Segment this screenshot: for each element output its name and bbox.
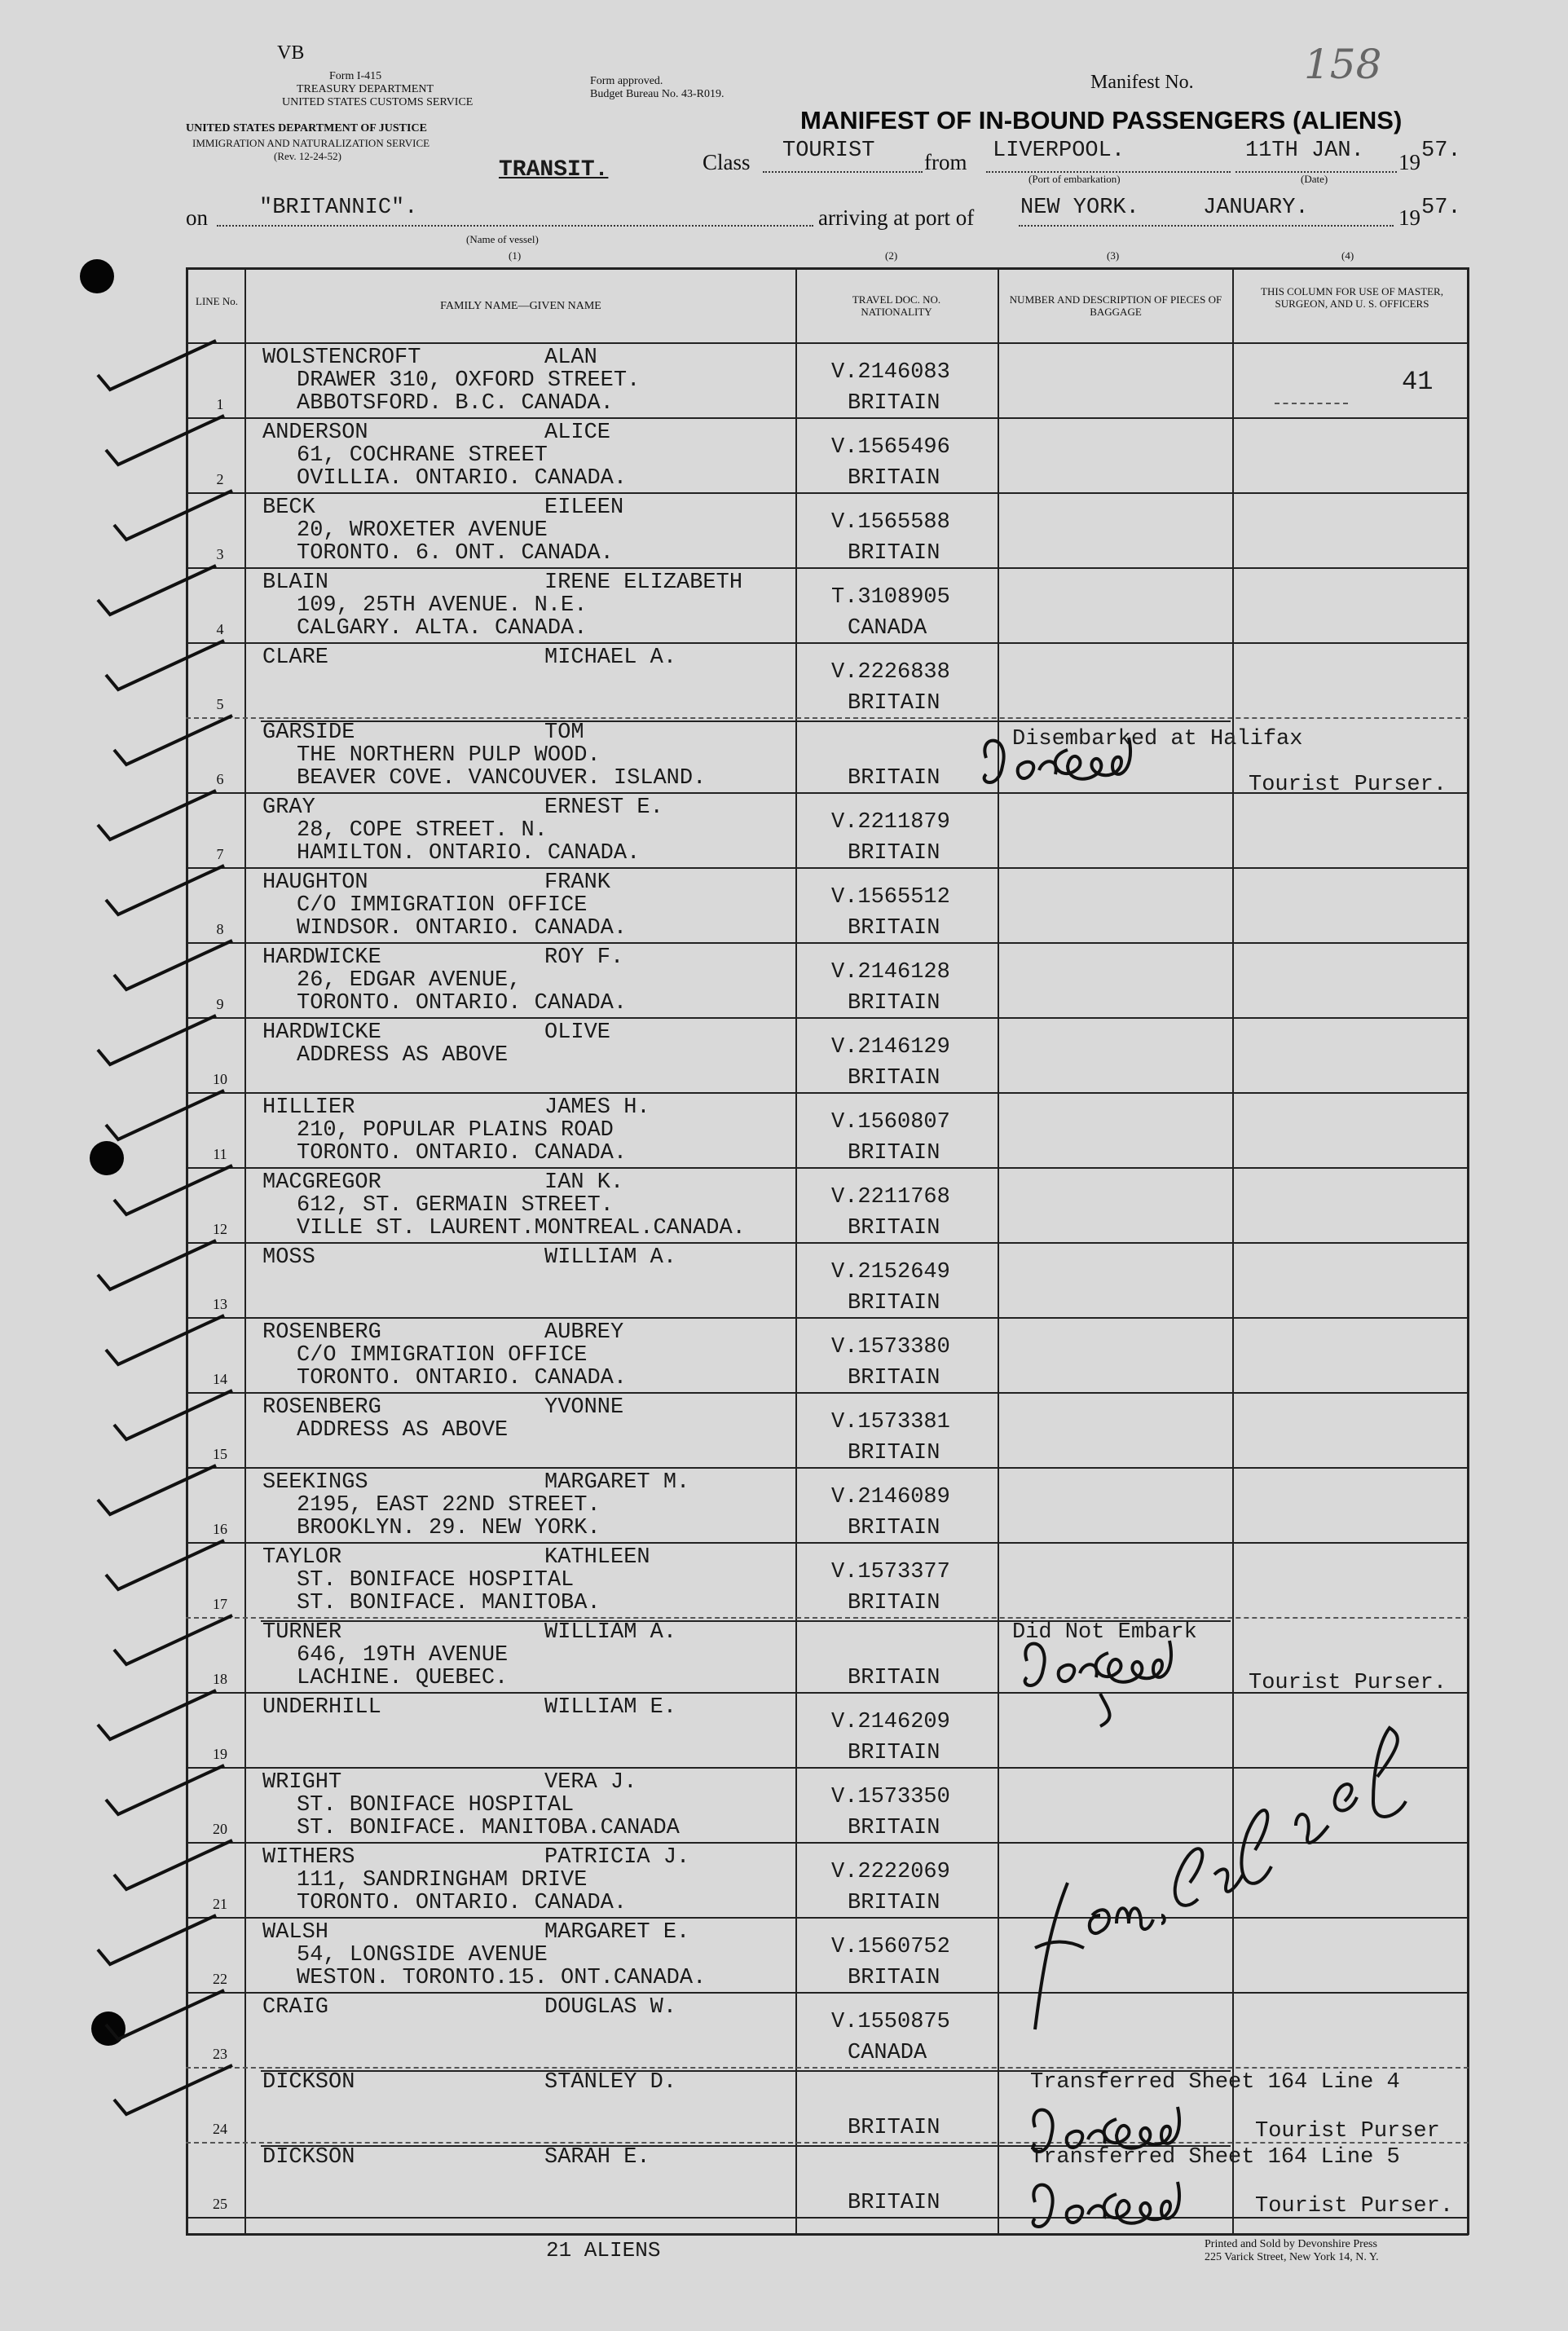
family-name: SEEKINGS [262,1470,368,1495]
travel-doc-number: V.2152649 [831,1260,950,1284]
nationality: BRITAIN [848,766,940,791]
arrival-year-prefix: 19 [1398,205,1420,230]
nationality: BRITAIN [848,1816,940,1840]
address-line-1: DRAWER 310, OXFORD STREET. [297,368,641,393]
port-caption: (Port of embarkation) [1028,173,1121,185]
given-name: IRENE ELIZABETH [544,571,743,595]
manifest-no-label: Manifest No. [1090,72,1194,93]
travel-doc-number: V.1565512 [831,885,950,910]
col-num-2: (2) [885,249,898,262]
family-name: BECK [262,496,315,520]
ins: IMMIGRATION AND NATURALIZATION SERVICE [192,137,430,149]
check-mark [106,416,224,465]
line-number: 7 [216,846,224,862]
address-line-2: ST. BONIFACE. MANITOBA.CANADA [297,1816,680,1840]
address-line-1: 111, SANDRINGHAM DRIVE [297,1868,588,1893]
revision: (Rev. 12-24-52) [274,150,341,162]
given-name: VERA J. [544,1770,637,1795]
total-aliens: 21 ALIENS [546,2238,661,2263]
nationality: BRITAIN [848,841,940,866]
travel-doc-number: V.1573377 [831,1560,950,1584]
check-mark [106,1091,224,1139]
check-mark [114,1615,232,1664]
col-travel-header: TRAVEL DOC. NO. NATIONALITY [852,293,941,318]
nationality: BRITAIN [848,1366,940,1390]
family-name: GARSIDE [262,720,355,745]
address-line-2: HAMILTON. ONTARIO. CANADA. [297,841,641,866]
class-value: TOURIST [782,139,875,163]
nationality: BRITAIN [848,991,940,1016]
note-did-not-embark: Did Not Embark [1012,1620,1197,1645]
form-code: VB [277,42,305,64]
given-name: MARGARET E. [544,1920,690,1945]
family-name: WALSH [262,1920,329,1945]
check-mark [106,641,224,690]
travel-doc-number: V.2211768 [831,1185,950,1210]
address-line-2: OVILLIA. ONTARIO. CANADA. [297,466,628,491]
travel-doc-number: V.1565496 [831,435,950,460]
note-disembarked: Disembarked at Halifax [1012,727,1303,751]
nationality: CANADA [848,2041,927,2065]
line-number: 18 [213,1671,227,1687]
line-number: 17 [213,1596,227,1612]
printer-line-1: Printed and Sold by Devonshire Press [1205,2238,1377,2250]
travel-doc-number: V.2146209 [831,1710,950,1734]
given-name: WILLIAM A. [544,1245,677,1270]
travel-doc-number: T.3108905 [831,585,950,610]
col-baggage-header: NUMBER AND DESCRIPTION OF PIECES OF BAGGAGE [1009,293,1222,318]
line-number: 6 [216,771,224,787]
given-name: YVONNE [544,1395,624,1420]
family-name: CRAIG [262,1995,329,2020]
class-label: Class [703,150,751,174]
given-name: OLIVE [544,1020,611,1045]
travel-doc-number: V.2146129 [831,1035,950,1060]
address-line-1: 20, WROXETER AVENUE [297,518,548,543]
nationality: BRITAIN [848,1141,940,1166]
given-name: STANLEY D. [544,2070,677,2095]
travel-doc-number: V.2211879 [831,810,950,835]
from-label: from [924,150,967,174]
travel-doc-number: V.2226838 [831,660,950,685]
family-name: MOSS [262,1245,315,1270]
check-mark [114,1840,232,1889]
family-name: ROSENBERG [262,1320,381,1345]
family-name: WITHERS [262,1845,355,1870]
address-line-1: 61, COCHRANE STREET [297,443,548,468]
nationality: BRITAIN [848,916,940,941]
line-number: 1 [216,396,224,412]
given-name: DOUGLAS W. [544,1995,677,2020]
check-mark [98,1016,216,1064]
check-mark [114,1390,232,1439]
given-name: WILLIAM E. [544,1695,677,1720]
family-name: HILLIER [262,1095,355,1120]
address-line-2: ST. BONIFACE. MANITOBA. [297,1591,601,1615]
line-number: 14 [213,1371,227,1387]
line-number: 16 [213,1521,227,1537]
travel-doc-number: V.2146083 [831,360,950,385]
family-name: CLARE [262,646,329,670]
arrival-year-suffix: 57. [1421,196,1461,220]
given-name: IAN K. [544,1170,624,1195]
checkmarks [81,326,269,2135]
line-number: 11 [213,1146,227,1162]
family-name: HARDWICKE [262,1020,381,1045]
family-name: UNDERHILL [262,1695,381,1720]
travel-doc-number: V.1565588 [831,510,950,535]
given-name: ALICE [544,421,611,445]
line-number: 2 [216,471,224,487]
check-mark [114,491,232,540]
travel-doc-number: V.2146128 [831,960,950,985]
punch-hole [80,259,114,293]
line-number: 22 [213,1971,227,1987]
address-line-1: 210, POPULAR PLAINS ROAD [297,1118,614,1143]
nationality: BRITAIN [848,1666,940,1690]
address-line-1: C/O IMMIGRATION OFFICE [297,893,588,918]
family-name: DICKSON [262,2070,355,2095]
address-line-1: C/O IMMIGRATION OFFICE [297,1343,588,1368]
col-officers-header: THIS COLUMN FOR USE OF MASTER, SURGEON, AND U. S. OFFICERS [1261,285,1443,310]
col-line-header: LINE No. [196,295,238,307]
check-mark [98,1465,216,1514]
line-number: 10 [213,1071,227,1087]
nationality: BRITAIN [848,1216,940,1240]
nationality: BRITAIN [848,1891,940,1915]
nationality: BRITAIN [848,1966,940,1990]
note-transferred-25: Transferred Sheet 164 Line 5 [1030,2145,1400,2170]
address-line-1: 26, EDGAR AVENUE, [297,968,522,993]
address-line-2: TORONTO. ONTARIO. CANADA. [297,1891,628,1915]
address-line-2: VILLE ST. LAURENT.MONTREAL.CANADA. [297,1216,746,1240]
family-name: MACGREGOR [262,1170,381,1195]
address-line-1: 54, LONGSIDE AVENUE [297,1943,548,1967]
vessel-caption: (Name of vessel) [466,233,539,245]
line-number: 20 [213,1821,227,1837]
dept-justice: UNITED STATES DEPARTMENT OF JUSTICE [186,122,427,134]
address-line-2: BEAVER COVE. VANCOUVER. ISLAND. [297,766,707,791]
travel-doc-number: V.1573350 [831,1785,950,1809]
given-name: PATRICIA J. [544,1845,690,1870]
line-number: 13 [213,1296,227,1312]
address-line-1: 2195, EAST 22ND STREET. [297,1493,601,1518]
given-name: EILEEN [544,496,624,520]
line-number: 4 [216,621,224,637]
check-mark [98,1690,216,1739]
col-name-header: FAMILY NAME—GIVEN NAME [440,300,601,312]
note-purser-24: Tourist Purser [1255,2119,1440,2144]
note-transferred-24: Transferred Sheet 164 Line 4 [1030,2070,1400,2095]
check-mark [114,2065,232,2114]
nationality: CANADA [848,616,927,641]
travel-doc-number: V.2222069 [831,1860,950,1884]
given-name: ERNEST E. [544,795,663,820]
note-purser-18: Tourist Purser. [1249,1671,1447,1695]
nationality: BRITAIN [848,391,940,416]
arrival-month: JANUARY. [1203,196,1309,220]
check-mark [98,1915,216,1964]
line-number: 9 [216,996,224,1012]
given-name: MICHAEL A. [544,646,677,670]
nationality: BRITAIN [848,691,940,716]
year-prefix: 19 [1398,150,1420,174]
line-number: 3 [216,546,224,562]
nationality: BRITAIN [848,1516,940,1540]
customs-service: UNITED STATES CUSTOMS SERVICE [282,96,473,108]
travel-doc-number: V.1560752 [831,1935,950,1959]
address-line-1: ST. BONIFACE HOSPITAL [297,1793,575,1818]
col-num-1: (1) [509,249,522,262]
address-line-2: LACHINE. QUEBEC. [297,1666,509,1690]
given-name: FRANK [544,870,611,895]
given-name: ALAN [544,346,597,370]
nationality: BRITAIN [848,1591,940,1615]
line-number: 19 [213,1746,227,1762]
check-mark [106,1765,224,1814]
line-number: 12 [213,1221,227,1237]
line-number: 25 [213,2196,227,2212]
family-name: ANDERSON [262,421,368,445]
address-line-2: TORONTO. ONTARIO. CANADA. [297,1366,628,1390]
nationality: BRITAIN [848,466,940,491]
on-label: on [186,205,208,230]
note-purser-6: Tourist Purser. [1249,773,1447,797]
line-number: 15 [213,1446,227,1462]
check-mark [114,716,232,765]
address-line-1: 28, COPE STREET. N. [297,818,548,843]
check-mark [98,791,216,839]
address-line-2: ABBOTSFORD. B.C. CANADA. [297,391,614,416]
check-mark [106,1540,224,1589]
family-name: BLAIN [262,571,329,595]
nationality: BRITAIN [848,1741,940,1765]
nationality: BRITAIN [848,1441,940,1465]
form-approved: Form approved. [590,75,663,87]
manifest-number: 158 [1304,41,1382,88]
check-mark [106,866,224,914]
manifest-title: MANIFEST OF IN-BOUND PASSENGERS (ALIENS) [800,106,1403,134]
check-mark [114,1166,232,1214]
check-mark [106,1315,224,1364]
family-name: TAYLOR [262,1545,342,1570]
family-name: TURNER [262,1620,342,1645]
dept-treasury: TREASURY DEPARTMENT [297,83,434,95]
address-line-2: TORONTO. ONTARIO. CANADA. [297,1141,628,1166]
budget-bureau: Budget Bureau No. 43-R019. [590,88,725,100]
line-number: 5 [216,696,224,712]
port-embark: LIVERPOOL. [993,139,1125,163]
date-value: 11TH JAN. [1245,139,1364,163]
given-name: JAMES H. [544,1095,650,1120]
address-line-2: BROOKLYN. 29. NEW YORK. [297,1516,601,1540]
travel-doc-number: V.1560807 [831,1110,950,1135]
check-mark [114,941,232,989]
nationality: BRITAIN [848,2191,940,2215]
given-name: MARGARET M. [544,1470,690,1495]
transit-label: TRANSIT. [499,157,609,183]
address-line-1: 109, 25TH AVENUE. N.E. [297,593,588,618]
family-name: ROSENBERG [262,1395,381,1420]
given-name: AUBREY [544,1320,624,1345]
address-line-1: ADDRESS AS ABOVE [297,1043,509,1068]
address-line-2: WESTON. TORONTO.15. ONT.CANADA. [297,1966,707,1990]
travel-doc-number: V.2146089 [831,1485,950,1509]
address-line-1: 646, 19TH AVENUE [297,1643,509,1668]
address-line-1: ST. BONIFACE HOSPITAL [297,1568,575,1593]
family-name: HAUGHTON [262,870,368,895]
arrival-port: NEW YORK. [1020,196,1139,220]
printer-line-2: 225 Varick Street, New York 14, N. Y. [1205,2251,1379,2263]
handwritten-initials [962,717,1255,815]
officer-signature [1019,1720,1475,2062]
line-number: 23 [213,2046,227,2062]
given-name: KATHLEEN [544,1545,650,1570]
date-caption: (Date) [1301,173,1328,185]
note-purser-25: Tourist Purser. [1255,2194,1454,2219]
travel-doc-number: V.1573380 [831,1335,950,1359]
year-suffix: 57. [1421,139,1461,163]
officer-count: 41 [1402,367,1434,397]
address-line-1: ADDRESS AS ABOVE [297,1418,509,1443]
nationality: BRITAIN [848,1291,940,1315]
family-name: HARDWICKE [262,945,381,970]
arriving-label: arriving at port of [818,205,975,230]
family-name: DICKSON [262,2145,355,2170]
address-line-2: TORONTO. ONTARIO. CANADA. [297,991,628,1016]
check-mark [98,1240,216,1289]
nationality: BRITAIN [848,2116,940,2140]
check-mark [98,341,216,390]
family-name: GRAY [262,795,315,820]
handwritten-initials [1011,2095,1255,2176]
col-num-4: (4) [1341,249,1354,262]
address-line-2: WINDSOR. ONTARIO. CANADA. [297,916,628,941]
line-number: 21 [213,1896,227,1912]
line-number: 8 [216,921,224,937]
check-mark [98,566,216,615]
family-name: WOLSTENCROFT [262,346,421,370]
line-number: 24 [213,2121,227,2137]
given-name: TOM [544,720,584,745]
given-name: WILLIAM A. [544,1620,677,1645]
form-number: Form I-415 [329,70,382,82]
nationality: BRITAIN [848,1066,940,1091]
address-line-2: TORONTO. 6. ONT. CANADA. [297,541,614,566]
travel-doc-number: V.1573381 [831,1410,950,1434]
family-name: WRIGHT [262,1770,342,1795]
address-line-2: CALGARY. ALTA. CANADA. [297,616,588,641]
given-name: SARAH E. [544,2145,650,2170]
vessel-name: "BRITANNIC". [259,196,418,220]
given-name: ROY F. [544,945,624,970]
address-line-1: 612, ST. GERMAIN STREET. [297,1193,614,1218]
address-line-1: THE NORTHERN PULP WOOD. [297,743,601,768]
nationality: BRITAIN [848,541,940,566]
travel-doc-number: V.1550875 [831,2010,950,2034]
check-mark [106,1990,224,2039]
col-num-3: (3) [1107,249,1120,262]
